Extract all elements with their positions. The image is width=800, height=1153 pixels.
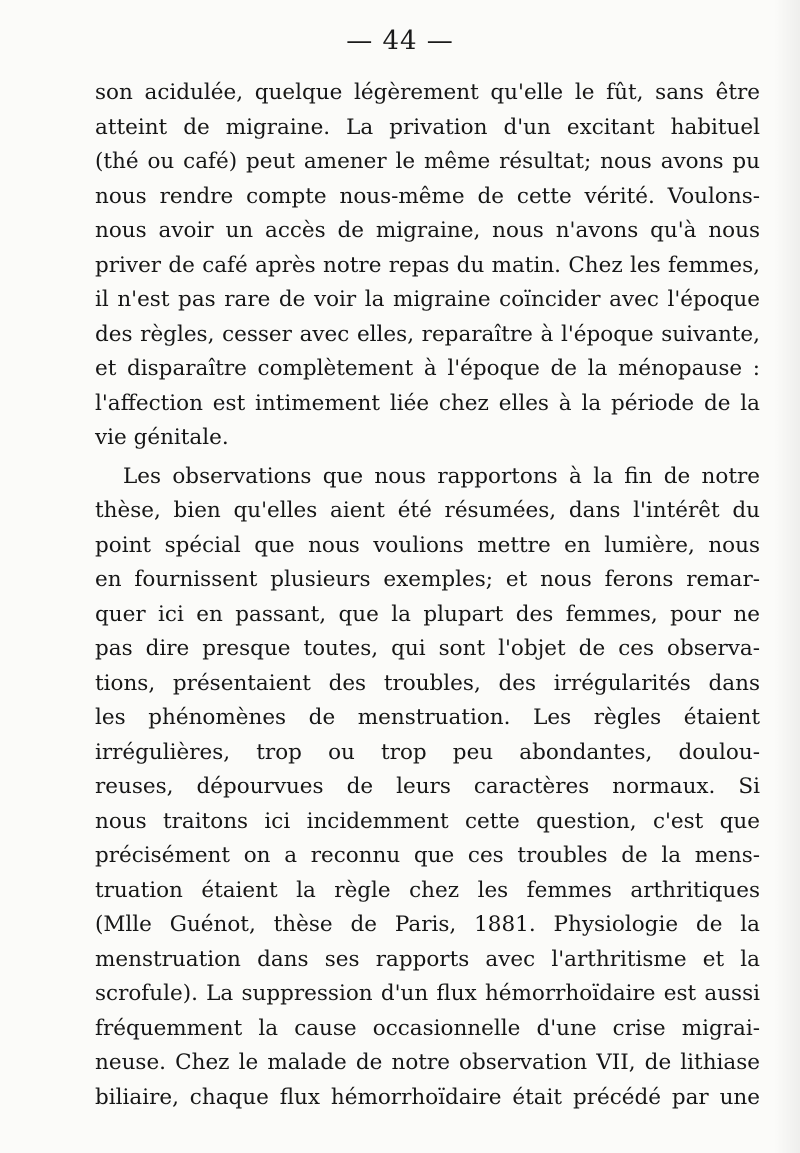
text-line: des règles, cesser avec elles, reparaître à l'époque suivante, <box>95 321 760 347</box>
text-line: il n'est pas rare de voir la migraine coïncider avec l'époque <box>95 287 760 312</box>
text-line: fréquemment la cause occasionnelle d'une crise migrai- <box>95 1015 760 1041</box>
page-edge-shadow <box>774 0 800 1153</box>
text-line: tions, présentaient des troubles, des irrégularités dans <box>95 670 760 696</box>
text-line: (Mlle Guénot, thèse de Paris, 1881. Physiologie de la <box>95 912 760 937</box>
text-line: les phénomènes de menstruation. Les règles étaient <box>95 705 760 730</box>
paragraph-2 <box>95 460 760 1116</box>
text-line: l'affection est intimement liée chez elles à la période de la <box>95 390 760 416</box>
text-line: en fournissent plusieurs exemples; et nous ferons remar- <box>95 567 760 592</box>
text-line: et disparaître complètement à l'époque de la ménopause : <box>95 356 760 381</box>
body-text <box>95 76 760 1115</box>
text-line: thèse, bien qu'elles aient été résumées, dans l'intérêt du <box>95 498 760 523</box>
text-line: irrégulières, trop ou trop peu abondantes, doulou- <box>95 739 760 765</box>
text-line: précisément on a reconnu que ces troubles de la mens- <box>95 843 760 868</box>
text-line: (thé ou café) peut amener le même résultat; nous avons pu <box>95 149 760 174</box>
page-number: — 44 — <box>346 26 454 56</box>
text-line: scrofule). La suppression d'un flux hémorrhoïdaire est aussi <box>95 981 760 1006</box>
text-line: son acidulée, quelque légèrement qu'elle le fût, sans être <box>95 80 760 105</box>
paragraph-1 <box>95 76 760 456</box>
text-line: reuses, dépourvues de leurs caractères normaux. Si <box>95 774 760 799</box>
text-line: neuse. Chez le malade de notre observation VII, de lithiase <box>95 1050 760 1075</box>
text-line: vie génitale. <box>95 425 229 450</box>
text-line: nous traitons ici incidemment cette question, c'est que <box>95 808 760 834</box>
text-line: point spécial que nous voulions mettre en lumière, nous <box>95 532 760 558</box>
text-line: quer ici en passant, que la plupart des femmes, pour ne <box>95 601 760 627</box>
text-line: atteint de migraine. La privation d'un excitant habituel <box>95 114 760 140</box>
text-line: pas dire presque toutes, qui sont l'objet de ces observa- <box>95 636 760 661</box>
text-line: Les observations que nous rapportons à la fin de notre <box>123 463 760 489</box>
text-line: truation étaient la règle chez les femmes arthritiques <box>95 877 760 903</box>
text-line: nous avoir un accès de migraine, nous n'avons qu'à nous <box>95 218 760 243</box>
text-line: biliaire, chaque flux hémorrhoïdaire était précédé par une <box>95 1084 760 1110</box>
text-line: priver de café après notre repas du matin. Chez les femmes, <box>95 252 760 278</box>
text-line: menstruation dans ses rapports avec l'arthritisme et la <box>95 946 760 972</box>
text-line: nous rendre compte nous-même de cette vérité. Voulons- <box>95 183 760 209</box>
